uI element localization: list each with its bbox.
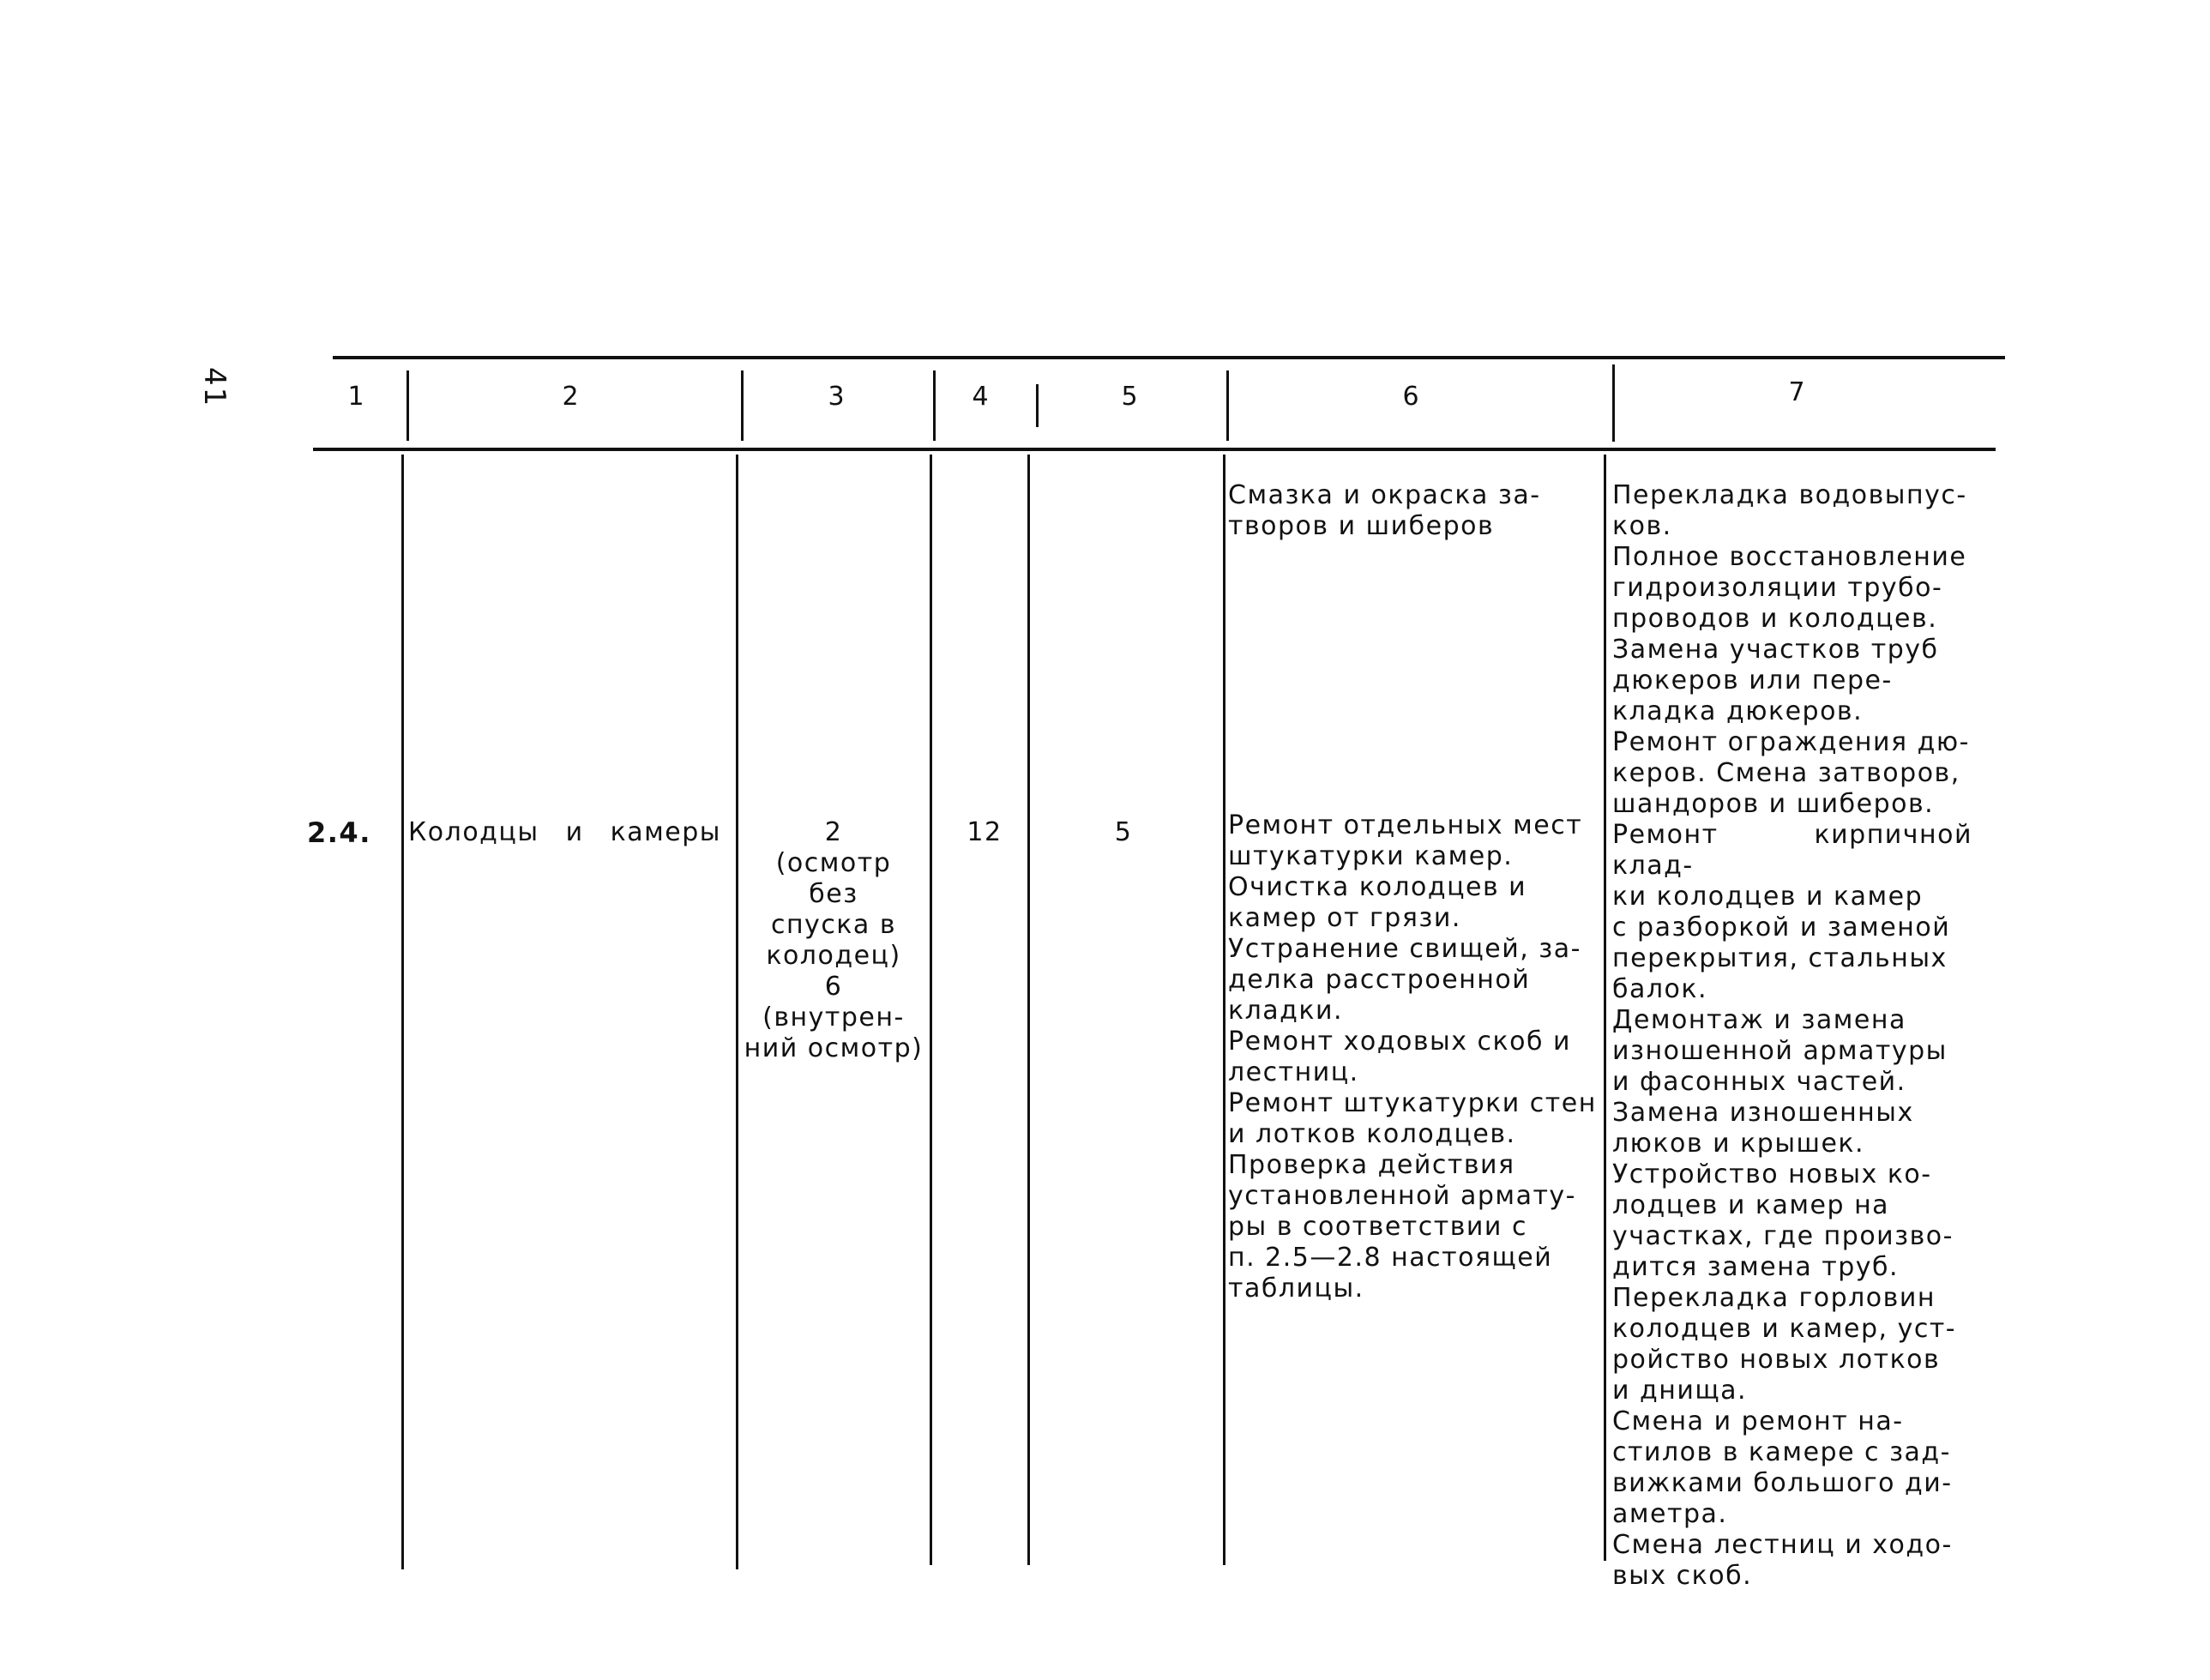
col4-value: 12 [966, 817, 1003, 847]
col-divider-5-6 [1226, 370, 1229, 441]
header-col-3: 3 [828, 382, 845, 412]
header-col-2: 2 [562, 382, 579, 412]
col6-line: Проверка действия [1228, 1150, 1515, 1180]
col7-line: колодцев и камер, уст- [1612, 1314, 1957, 1344]
col7-line: лодцев и камер на [1612, 1190, 1890, 1220]
col3-line: (внутрен- [762, 1003, 905, 1033]
col7-line: Смена и ремонт на- [1612, 1406, 1904, 1436]
col3-line: 6 [824, 972, 843, 1002]
col7-line: шандоров и шиберов. [1612, 789, 1935, 819]
col-divider-5-6-body [1223, 455, 1225, 1565]
col-divider-6-7 [1612, 364, 1615, 442]
col7-line: Ремонт кирпичной клад- [1612, 820, 1972, 881]
page-number: 41 [197, 367, 232, 408]
col-divider-4-5-body [1027, 455, 1030, 1565]
col7-line: ки колодцев и камер [1612, 882, 1924, 912]
col-divider-2-3-body [736, 455, 738, 1569]
col6-line: творов и шиберов [1228, 511, 1495, 541]
col3-line: 2 [824, 817, 843, 847]
col6-line: таблицы. [1228, 1274, 1364, 1304]
col7-line: перекрытия, стальных [1612, 943, 1948, 973]
col7-line: Устройство новых ко- [1612, 1159, 1932, 1189]
col7-line: Замена участков труб [1612, 635, 1939, 665]
col7-line: вижками большого ди- [1612, 1468, 1953, 1498]
col7-line: гидроизоляции трубо- [1612, 573, 1943, 603]
col7-line: Ремонт ограждения дю- [1612, 727, 1970, 757]
row-name: Колодцы и камеры [408, 817, 721, 847]
table-top-rule [333, 356, 2005, 359]
col7-line: Перекладка водовыпус- [1612, 480, 1967, 510]
col7-line: кладка дюкеров. [1612, 696, 1864, 726]
col3-line: (осмотр [775, 848, 892, 878]
header-bottom-rule [313, 448, 1996, 451]
col7-line: изношенной арматуры [1612, 1036, 1948, 1066]
col7-line: с разборкой и заменой [1612, 912, 1951, 942]
col-divider-3-4 [933, 370, 936, 441]
col-divider-2-3 [741, 370, 744, 441]
col5-value: 5 [1114, 817, 1133, 847]
col7-line: ков. [1612, 511, 1672, 541]
current-repair-main [1228, 810, 1605, 1304]
col6-line: Ремонт штукатурки стен [1228, 1088, 1597, 1118]
col7-line: Замена изношенных [1612, 1098, 1914, 1128]
inspection-periodicity [739, 817, 928, 1064]
col6-line: камер от грязи. [1228, 903, 1461, 933]
col6-line: Ремонт ходовых скоб и [1228, 1027, 1572, 1057]
col6-line: штукатурки камер. [1228, 841, 1514, 871]
col7-line: аметра. [1612, 1499, 1728, 1529]
col7-line: вых скоб. [1612, 1561, 1753, 1591]
col6-line: делка расстроенной [1228, 965, 1531, 995]
col6-line: Смазка и окраска за- [1228, 480, 1541, 510]
header-col-5: 5 [1121, 382, 1138, 412]
capital-repair [1612, 480, 1972, 1592]
col-divider-1-2 [406, 370, 409, 441]
col3-line: без [809, 879, 858, 909]
col3-line: колодец) [766, 941, 901, 971]
col3-line: спуска в [770, 910, 897, 940]
col7-line: проводов и колодцев. [1612, 604, 1938, 634]
col6-line: Ремонт отдельных мест [1228, 810, 1583, 840]
header-col-6: 6 [1402, 382, 1419, 412]
col-divider-3-4-body [930, 455, 932, 1565]
col7-line: ройство новых лотков [1612, 1345, 1941, 1375]
col6-line: и лотков колодцев. [1228, 1119, 1516, 1149]
col7-line: Перекладка горловин [1612, 1283, 1936, 1313]
col6-line: Очистка колодцев и [1228, 872, 1527, 902]
current-repair-top [1228, 480, 1605, 542]
col7-line: балок. [1612, 974, 1708, 1004]
col6-line: п. 2.5—2.8 настоящей [1228, 1243, 1553, 1273]
col7-line: дится замена труб. [1612, 1252, 1900, 1282]
col-divider-4-5 [1036, 384, 1039, 427]
col7-line: дюкеров или пере- [1612, 665, 1893, 695]
header-col-1: 1 [347, 382, 364, 412]
col6-line: установленной армату- [1228, 1181, 1577, 1211]
col7-line: люков и крышек. [1612, 1129, 1865, 1159]
row-number: 2.4. [307, 816, 371, 849]
col7-line: участках, где произво- [1612, 1221, 1954, 1251]
col6-line: ры в соответствии с [1228, 1212, 1527, 1242]
col-divider-1-2-body [401, 455, 404, 1569]
col6-line: Устранение свищей, за- [1228, 934, 1581, 964]
col7-line: и фасонных частей. [1612, 1067, 1906, 1097]
col7-line: Полное восстановление [1612, 542, 1967, 572]
col7-line: керов. Смена затворов, [1612, 758, 1960, 788]
header-col-4: 4 [972, 382, 989, 412]
col7-line: Демонтаж и замена [1612, 1005, 1906, 1035]
header-col-7: 7 [1788, 377, 1805, 407]
col6-line: кладки. [1228, 996, 1344, 1026]
col7-line: и днища. [1612, 1376, 1748, 1406]
col7-line: Смена лестниц и ходо- [1612, 1530, 1953, 1560]
col6-line: лестниц. [1228, 1057, 1359, 1087]
col7-line: стилов в камере с зад- [1612, 1437, 1951, 1467]
col3-line: ний осмотр) [744, 1033, 924, 1063]
